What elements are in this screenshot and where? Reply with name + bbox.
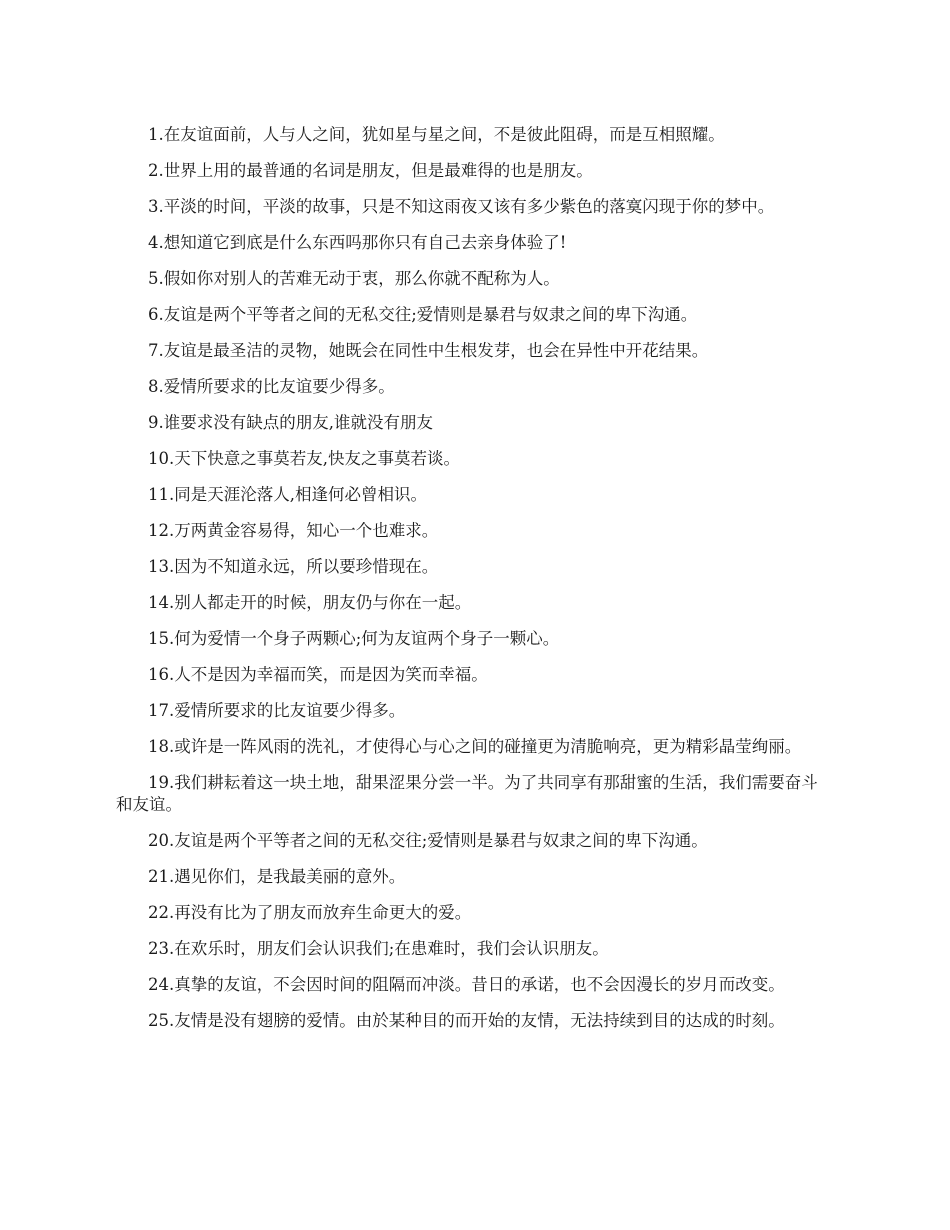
paragraph-7: 7.友谊是最圣洁的灵物，她既会在同性中生根发芽，也会在异性中开花结果。 [148,341,709,360]
paragraph-18: 18.或许是一阵风雨的洗礼，才使得心与心之间的碰撞更为清脆响亮，更为精彩晶莹绚丽。 [148,737,802,756]
paragraph-21: 21.遇见你们，是我最美丽的意外。 [148,867,406,886]
paragraph-24: 24.真挚的友谊，不会因时间的阻隔而冲淡。昔日的承诺，也不会因漫长的岁月而改变。 [148,975,785,994]
paragraph-23: 23.在欢乐时，朋友们会认识我们;在患难时，我们会认识朋友。 [148,939,609,958]
paragraph-11: 11.同是天涯沦落人,相逢何必曾相识。 [148,485,427,504]
paragraph-8: 8.爱情所要求的比友谊要少得多。 [148,377,395,396]
document-body [116,124,826,1046]
paragraph-19: 19.我们耕耘着这一块土地，甜果涩果分尝一半。为了共同享有那甜蜜的生活，我们需要奋斗和友谊。 [116,773,818,814]
paragraph-16: 16.人不是因为幸福而笑，而是因为笑而幸福。 [148,665,488,684]
paragraph-22: 22.再没有比为了朋友而放弃生命更大的爱。 [148,903,472,922]
paragraph-25: 25.友情是没有翅膀的爱情。由於某种目的而开始的友情，无法持续到目的达成的时刻。 [148,1011,785,1030]
paragraph-14: 14.别人都走开的时候，朋友仍与你在一起。 [148,593,472,612]
paragraph-1: 1.在友谊面前，人与人之间，犹如星与星之间，不是彼此阻碍，而是互相照耀。 [148,125,725,144]
paragraph-4: 4.想知道它到底是什么东西吗那你只有自己去亲身体验了! [148,233,567,252]
paragraph-13: 13.因为不知道永远，所以要珍惜现在。 [148,557,439,576]
paragraph-2: 2.世界上用的最普通的名词是朋友，但是最难得的也是朋友。 [148,161,593,180]
paragraph-20: 20.友谊是两个平等者之间的无私交往;爱情则是暴君与奴隶之间的卑下沟通。 [148,831,708,850]
paragraph-12: 12.万两黄金容易得，知心一个也难求。 [148,521,439,540]
paragraph-15: 15.何为爱情一个身子两颗心;何为友谊两个身子一颗心。 [148,629,560,648]
paragraph-9: 9.谁要求没有缺点的朋友,谁就没有朋友 [148,413,433,432]
paragraph-17: 17.爱情所要求的比友谊要少得多。 [148,701,406,720]
paragraph-6: 6.友谊是两个平等者之间的无私交往;爱情则是暴君与奴隶之间的卑下沟通。 [148,305,698,324]
paragraph-10: 10.天下快意之事莫若友,快友之事莫若谈。 [148,449,460,468]
paragraph-3: 3.平淡的时间，平淡的故事，只是不知这雨夜又该有多少紫色的落寞闪现于你的梦中。 [148,197,775,216]
paragraph-5: 5.假如你对别人的苦难无动于衷，那么你就不配称为人。 [148,269,560,288]
